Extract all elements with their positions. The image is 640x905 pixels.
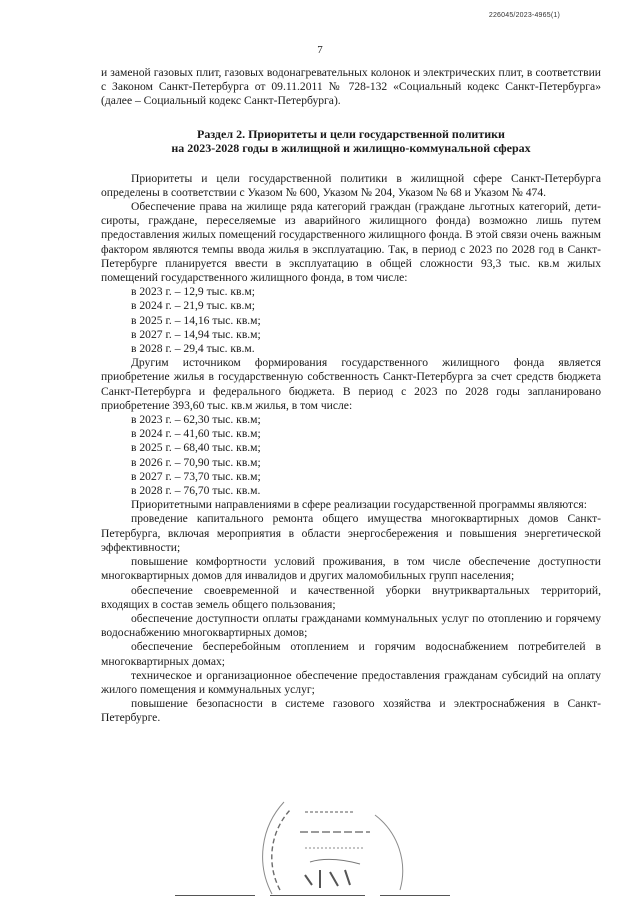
footer-rule [270,895,365,896]
footer-rule [175,895,255,896]
list-item: в 2026 г. – 70,90 тыс. кв.м; [131,455,261,469]
list-item: повышение безопасности в системе газового хозяйства и электроснабжения в Санкт-Петербурге. [101,697,601,725]
list-item: в 2023 г. – 12,9 тыс. кв.м; [131,285,255,299]
document-body [101,66,601,726]
section-heading [101,127,601,156]
list-item: в 2028 г. – 29,4 тыс. кв.м. [131,342,255,356]
list-item: в 2024 г. – 21,9 тыс. кв.м; [131,299,255,313]
list-item: обеспечение бесперебойным отоплением и горячим водоснабжением потребителей в многоквартирных домах; [101,640,601,668]
acquisition-list [101,413,601,498]
paragraph-housing-rights: Обеспечение права на жилище ряда категорий граждан (граждане льготных категорий, дети-сироты, граждане, переселяемые из аварийного жилищного фонда) возможно лишь путем предоставления жилых помещений государственного жилищного фонда. В этой связи очень важным фактором являются темпы ввода жилья в эксплуатацию. Так, в период с 2023 по 2028 год в Санкт-Петербурге планируется ввести в эксплуатацию в общей сложности 93,3 тыс. кв.м жилых помещений государственного жилищного фонда, в том числе: [101,200,601,285]
list-item: в 2028 г. – 76,70 тыс. кв.м. [131,484,261,498]
list-item: повышение комфортности условий проживания, в том числе обеспечение доступности многоквартирных домов для инвалидов и других маломобильных групп населения; [101,555,601,583]
stamp-seal-icon [250,790,410,900]
paragraph-acquisition: Другим источником формирования государственного жилищного фонда является приобретение жилья в государственную собственность Санкт-Петербурга за счет средств бюджета Санкт-Петербурга и федерального бюджета. В период с 2023 по 2028 годы запланировано приобретение 393,60 тыс. кв.м жилья, в том числе: [101,356,601,412]
intro-paragraph: и заменой газовых плит, газовых водонагревательных колонок и электрических плит, в соответствии с Законом Санкт-Петербурга от 09.11.2011 № 728-132 «Социальный кодекс Санкт-Петербурга» (далее – Социальный кодекс Санкт-Петербурга). [101,66,601,108]
list-item: в 2024 г. – 41,60 тыс. кв.м; [131,427,261,441]
paragraph-priorities-goals: Приоритеты и цели государственной политики в жилищной сфере Санкт-Петербурга определены в соответствии с Указом № 600, Указом № 204, Указом № 68 и Указом № 474. [101,171,601,199]
list-item: техническое и организационное обеспечение предоставления гражданам субсидий на оплату жилого помещения и коммунальных услуг; [101,668,601,696]
list-item: в 2023 г. – 62,30 тыс. кв.м; [131,413,261,427]
list-item: в 2027 г. – 73,70 тыс. кв.м; [131,469,261,483]
list-item: в 2025 г. – 68,40 тыс. кв.м; [131,441,261,455]
paragraph-priority-directions: Приоритетными направлениями в сфере реализации государственной программы являются: [131,498,587,512]
page-number: 7 [317,44,323,56]
priority-directions-list [101,512,601,725]
section-title-line-2: на 2023-2028 годы в жилищной и жилищно-коммунальной сферах [171,141,531,156]
section-title-line-1: Раздел 2. Приоритеты и цели государственной политики [197,126,505,141]
list-item: в 2025 г. – 14,16 тыс. кв.м; [131,313,261,327]
list-item: обеспечение доступности оплаты гражданами коммунальных услуг по отоплению и горячему водоснабжению многоквартирных домов; [101,611,601,640]
commissioning-list [101,285,601,356]
list-item: в 2027 г. – 14,94 тыс. кв.м; [131,327,261,341]
list-item: обеспечение своевременной и качественной уборки внутриквартальных территорий, входящих в состав земель общего пользования; [101,583,601,611]
document-id: 226045/2023-4965(1) [488,12,560,19]
footer-rule [380,895,450,896]
list-item: проведение капитального ремонта общего имущества многоквартирных домов Санкт-Петербурга, включая мероприятия в области энергосбережения и повышения энергетической эффективности; [101,512,601,554]
